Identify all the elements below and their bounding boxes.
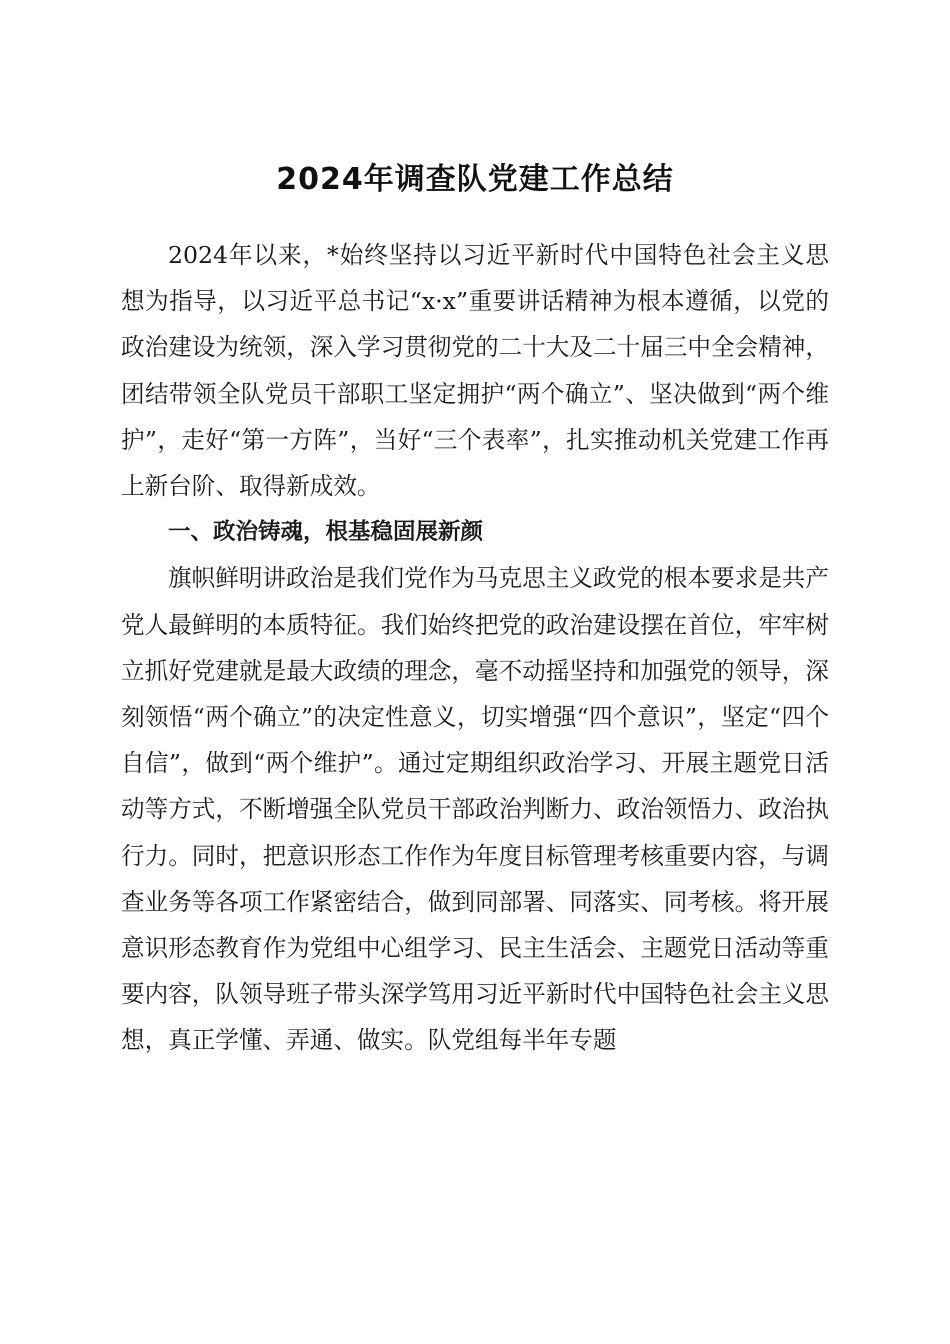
intro-paragraph: 2024年以来，*始终坚持以习近平新时代中国特色社会主义思想为指导，以习近平总书记“x·x”重要讲话精神为根本遵循，以党的政治建设为统领，深入学习贯彻党的二十大及二十届三中全会精神，团结带领全队党员干部职工坚定拥护“两个确立”、坚决做到“两个维护”，走好“第一方阵”，当好“三个表率”，扎实推动机关党建工作再上新台阶、取得新成效。 (121, 241, 829, 501)
document-body (121, 232, 829, 1064)
section-paragraph: 旗帜鲜明讲政治是我们党作为马克思主义政党的根本要求是共产党人最鲜明的本质特征。我们始终把党的政治建设摆在首位，牢牢树立抓好党建就是最大政绩的理念，毫不动摇坚持和加强党的领导，深刻领悟“两个确立”的决定性意义，切实增强“四个意识”，坚定“四个自信”，做到“两个维护”。通过定期组织政治学习、开展主题党日活动等方式，不断增强全队党员干部政治判断力、政治领悟力、政治执行力。同时，把意识形态工作作为年度目标管理考核重要内容，与调查业务等各项工作紧密结合，做到同部署、同落实、同考核。将开展意识形态教育作为党组中心组学习、民主生活会、主题党日活动等重要内容，队领导班子带头深学笃用习近平新时代中国特色社会主义思想，真正学懂、弄通、做实。队党组每半年专题 (121, 564, 829, 1055)
document-title: 2024年调查队党建工作总结 (276, 162, 674, 198)
section-heading: 一、政治铸魂，根基稳固展新颜 (168, 519, 484, 546)
